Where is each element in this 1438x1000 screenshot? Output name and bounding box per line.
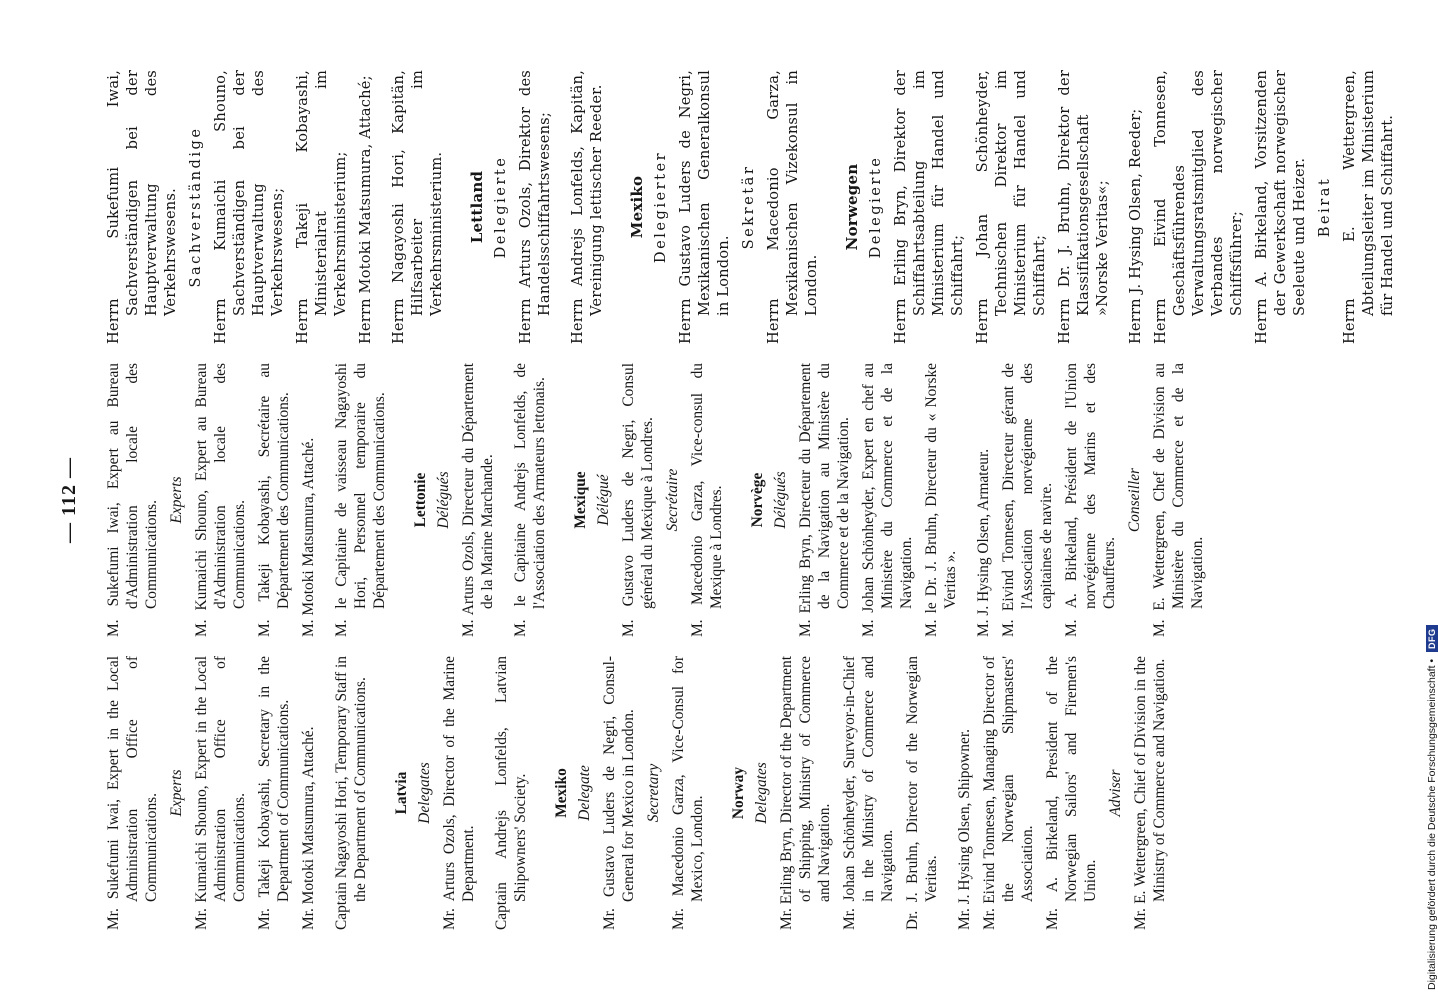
section-subheading: Secrétaire [664, 468, 681, 532]
member-entry: Mr. A. Birkeland, President of the Norwegian Sailors' and Firemen's Union. [1044, 656, 1099, 930]
section-subheading: Delegate [576, 765, 593, 821]
member-entry: Mr. Gustavo Luders de Negri, Consul-General for Mexico in London. [601, 656, 637, 930]
member-entry: Herrn Kumaichi Shouno, Sachverständigen bei der Hauptverwaltung des Verkehrswesens; [212, 70, 286, 344]
member-entry: Mr. Arturs Ozols, Director of the Marine Department. [441, 656, 477, 930]
section-heading: Latvia [393, 771, 410, 815]
section-subheading: Delegierte [492, 155, 509, 259]
section-subheading: Beirat [1316, 176, 1333, 238]
section-heading: Mexiko [628, 175, 646, 239]
member-entry: M. J. Hysing Olsen, Armateur. [975, 448, 992, 637]
section-heading: Lettland [468, 170, 486, 244]
member-entry: Herrn Sukefumi Iwai, Sachverständigen bei der Hauptverwaltung des Verkehrswesens. [105, 70, 179, 344]
german-column [104, 70, 1396, 344]
credit-text: Digitalisierung gefördert durch die Deutsche Forschungsgemeinschaft • [1426, 658, 1438, 990]
member-entry: Herrn A. Birkeland, Vorsitzenden der Gewerkschaft norwegischer Seeleute und Heizer. [1253, 70, 1308, 344]
member-entry: Mr. Eivind Tonnesen, Managing Director of the Norwegian Shipmasters' Association. [981, 656, 1036, 930]
member-entry: Herrn Takeji Kobayashi, Ministerialrat im Verkehrsministerium; [294, 70, 349, 344]
section-heading: Norvège [749, 472, 766, 528]
section-subheading: Delegierter [652, 150, 669, 264]
member-entry: M. Erling Bryn, Directeur du Département de la Navigation au Ministère du Commerce et de la Navigation. [797, 363, 852, 637]
member-entry: Herrn Arturs Ozols, Direktor des Handelsschiffahrtswesens; [517, 70, 553, 344]
member-entry: Mr. Motoki Matsumura, Attaché. [300, 726, 317, 930]
member-entry: Mr. Sukefumi Iwai, Expert in the Local Administration Office of Communications. [105, 656, 160, 930]
section-heading: Norwegen [843, 163, 861, 251]
member-entry: M. Gustavo Luders de Negri, Consul général du Mexique à Londres. [620, 363, 656, 637]
section-subheading: Secretary [645, 763, 662, 823]
member-entry: M. Johan Schönheyder, Expert en chef au Ministère du Commerce et de la Navigation. [860, 363, 915, 637]
member-entry: M. Sukefumi Iwai, Expert au Bureau d'Administration locale des Communications. [105, 363, 160, 637]
member-entry: Mr. Takeji Kobayashi, Secretary in the Department of Communications. [256, 656, 292, 930]
member-entry: Dr. J. Bruhn, Director of the Norwegian Veritas. [904, 656, 940, 930]
section-subheading: Delegates [416, 762, 433, 824]
english-column [104, 656, 1382, 930]
member-entry: M. A. Birkeland, Président de l'Union norvégienne des Marins et des Chauffeurs. [1063, 363, 1118, 637]
member-entry: Herrn E. Wettergreen, Abteilungsleiter im Ministerium für Handel und Schiffahrt. [1341, 70, 1396, 344]
member-entry: Captain Andrejs Lonfelds, Latvian Shipowners' Society. [493, 656, 529, 930]
section-subheading: Experts [168, 769, 185, 817]
section-subheading: Sachverständige [187, 126, 204, 288]
section-subheading: Sekretär [740, 164, 757, 250]
columns [104, 70, 1396, 930]
member-entry: M. E. Wettergreen, Chef de Division au Ministère du Commerce et de la Navigation. [1151, 363, 1206, 637]
member-entry: M. Motoki Matsumura, Attaché. [300, 437, 317, 637]
section-heading: Lettonie [412, 472, 429, 528]
section-subheading: Délégué [595, 474, 612, 526]
french-column [104, 363, 1382, 637]
member-entry: Captain Nagayoshi Hori, Temporary Staff in the Department of Communications. [333, 656, 369, 930]
section-subheading: Délégués [772, 471, 789, 529]
section-subheading: Conseiller [1126, 467, 1143, 533]
section-heading: Mexique [572, 471, 589, 529]
section-subheading: Delegates [753, 762, 770, 824]
section-subheading: Experts [168, 476, 185, 524]
page-number: — 112 — [58, 457, 80, 543]
member-entry: Mr. E. Wettergreen, Chief of Division in the Ministry of Commerce and Navigation. [1132, 656, 1168, 930]
member-entry: Herrn Nagayoshi Hori, Kapitän, Hilfsarbeiter im Verkehrsministerium. [390, 70, 445, 344]
member-entry: M. le Capitaine de vaisseau Nagayoshi Hori, Personnel temporaire du Département des Communications. [333, 363, 388, 637]
member-entry: M. le Dr. J. Bruhn, Directeur du « Norske Veritas ». [923, 363, 959, 637]
member-entry: M. Eivind Tonnesen, Directeur gérant de l'Association norvégienne des capitaines de navire. [1000, 363, 1055, 637]
dfg-logo-icon: DFG [1426, 625, 1438, 652]
section-subheading: Adviser [1107, 769, 1124, 817]
section-heading: Mexiko [553, 768, 570, 818]
member-entry: Herrn Erling Bryn, Direktor der Schiffahrtsabteilung im Ministerium für Handel und Schiffahrt; [892, 70, 966, 344]
section-subheading: Délégués [435, 471, 452, 529]
member-entry: Mr. Erling Bryn, Director of the Department of Shipping, Ministry of Commerce and Navigation. [778, 656, 833, 930]
section-subheading: Delegierte [867, 155, 884, 259]
member-entry: M. Macedonio Garza, Vice-consul du Mexique à Londres. [689, 363, 725, 637]
member-entry: M. Kumaichi Shouno, Expert au Bureau d'Administration locale des Communications. [193, 363, 248, 637]
rotated-page [52, 60, 1396, 940]
member-entry: Mr. Johan Schönheyder, Surveyor-in-Chief in the Ministry of Commerce and Navigation. [841, 656, 896, 930]
member-entry: Mr. Kumaichi Shouno, Expert in the Local Administration Office of Communications. [193, 656, 248, 930]
member-entry: Herrn Eivind Tonnesen, Geschäftsführendes Verwaltungsratsmitglied des Verbandes norwegischer Schiffsführer; [1152, 70, 1245, 344]
member-entry: Herrn J. Hysing Olsen, Reeder; [1127, 108, 1144, 344]
member-entry: Herrn Andrejs Lonfelds, Kapitän, Vereinigung lettischer Reeder. [569, 70, 605, 344]
member-entry: M. Arturs Ozols, Directeur du Département de la Marine Marchande. [460, 363, 496, 637]
member-entry: M. le Capitaine Andrejs Lonfelds, de l'Association des Armateurs lettonais. [512, 363, 548, 637]
section-heading: Norway [730, 766, 747, 820]
member-entry: Herrn Macedonio Garza, Mexikanischen Vizekonsul in London. [765, 70, 820, 344]
member-entry: Herrn Gustavo Luders de Negri, Mexikanischen Generalkonsul in London. [677, 70, 732, 344]
member-entry: Herrn Johan Schönheyder, Technischen Direktor im Ministerium für Handel und Schiffahrt; [974, 70, 1048, 344]
member-entry: M. Takeji Kobayashi, Secrétaire au Département des Communications. [256, 363, 292, 637]
member-entry: Mr. J. Hysing Olsen, Shipowner. [956, 729, 973, 930]
member-entry: Mr. Macedonio Garza, Vice-Consul for Mexico, London. [670, 656, 706, 930]
member-entry: Herrn Dr. J. Bruhn, Direktor der Klassifikationsgesellschaft »Norske Veritas«; [1056, 70, 1111, 344]
digitization-credit [1426, 10, 1438, 990]
member-entry: Herrn Motoki Matsumura, Attaché; [357, 75, 374, 344]
